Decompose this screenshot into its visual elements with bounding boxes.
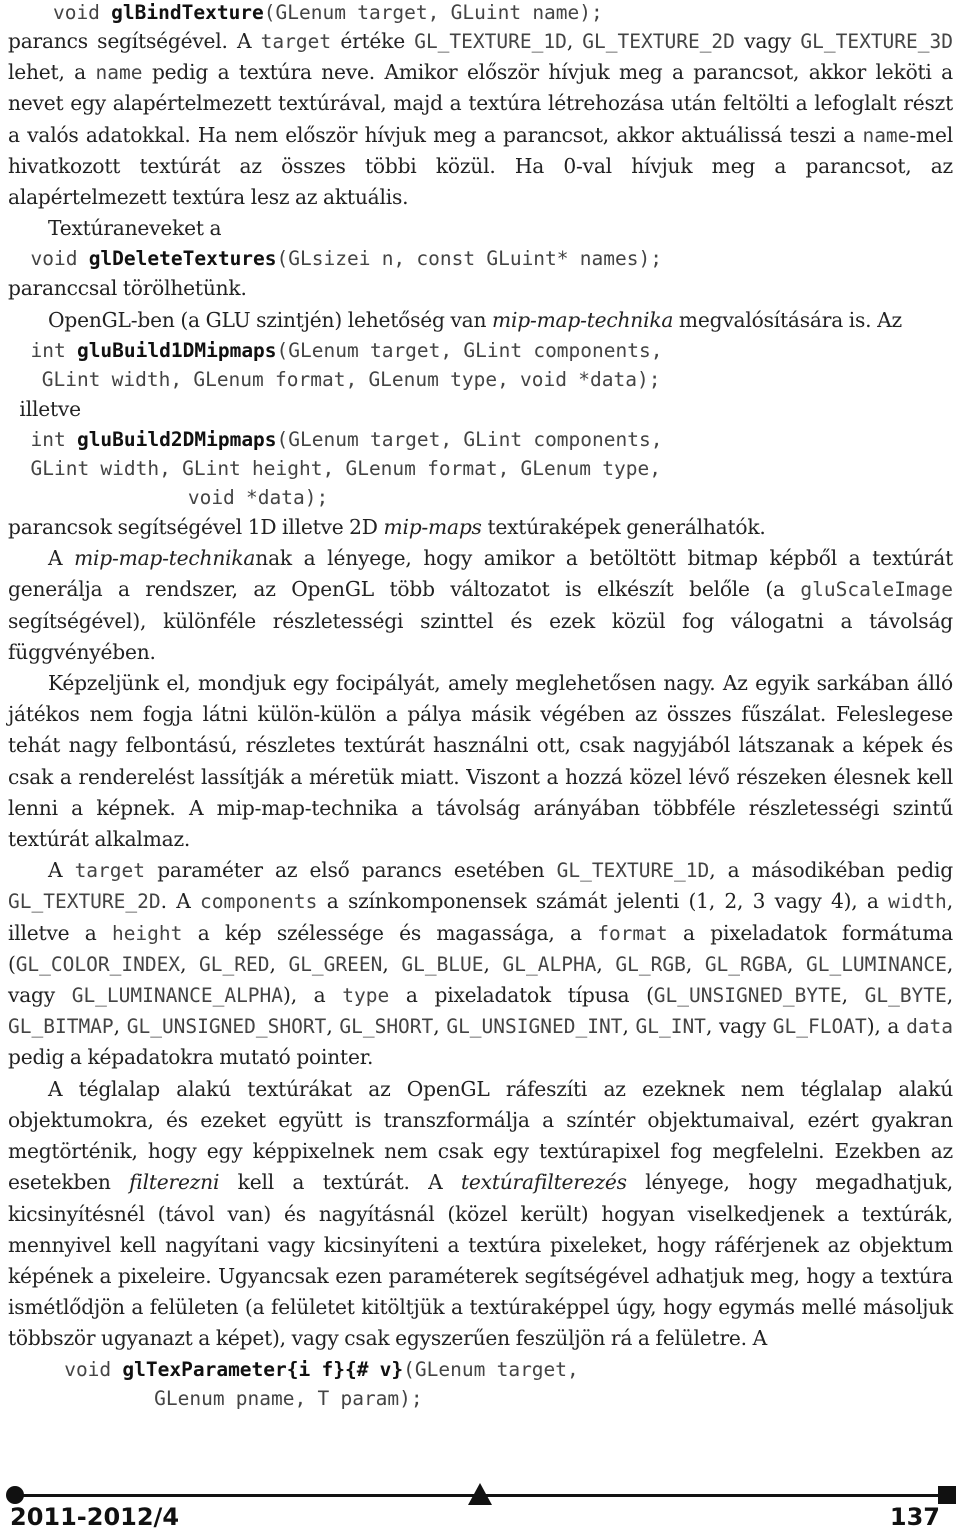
- footer-page-number: 137: [889, 1503, 940, 1531]
- paragraph-bindtexture: parancs segítségével. A target értéke GL_TEXTURE_1D, GL_TEXTURE_2D vagy GL_TEXTURE_3D lehet, a name pedig a textúra neve. Amikor először hívjuk meg a parancsot, akkor leköti a nevet egy alapértelmezett textúrával, majd a textúra létrehozása után feltölti a lefoglalt részt a valós adatokkal. Ha nem először hívjuk meg a parancsot, akkor aktuálissá teszi a name-mel hivatkozott textúrát az összes többi közül. Ha 0-val hívjuk meg a parancsot, az alapértelmezett textúra lesz az aktuális.: [8, 29, 954, 210]
- code-gltexparameter-line2: GLenum pname, T param);: [8, 1386, 423, 1410]
- code-glubuild2dmipmaps: int gluBuild2DMipmaps(GLenum target, GLint components,: [8, 428, 663, 452]
- paragraph-football-field: Képzeljünk el, mondjuk egy focipályát, amely meglehetősen nagy. Az egyik sarkában álló játékos nem fogja látni külön-külön a pálya másik végében az összes fűszálat. Feleslegese tehát nagy felbontású, részletes textúrát használni ott, csak nagyjából látszanak a képek és csak a renderelést lassítják a méretük miatt. Viszont a hozzá közel lévő részeken élesnek kell lenni a képnek. A mip-map-technika a távolság arányában többféle részletességi szintű textúrát alkalmaz.: [8, 671, 953, 852]
- code-glubuild2dmipmaps-line2: GLint width, GLint height, GLenum format, GLenum type,: [8, 457, 661, 481]
- footer-square-ornament: [938, 1486, 956, 1504]
- paragraph-mipmap-after: parancsok segítségével 1D illetve 2D mip-maps textúraképek generálhatók.: [8, 515, 766, 540]
- paragraph-filtering: A téglalap alakú textúrákat az OpenGL ráfeszíti az ezeknek nem téglalap alakú objektumokra, és ezeket együtt is transzformálja a színtér objektumaival, ezért gyakran megtörténik, hogy egy képpixelnek nem csak egy textúrapixel fog megfelelni. Ezekben az esetekben filterezni kell a textúrát. A textúrafilterezés lényege, hogy megadhatjuk, kicsinyítésnél (távol van) és nagyításnál (közel került) hogyan viselkedjenek a textúrák, mennyivel kell nagyítani vagy kicsinyíteni a textúra pixeleket, hogy ráférjenek az objektum képének a pixeleire. Ugyancsak ezen paraméterek segítségével adhatjuk meg, hogy a textúra ismétlődjön a felületen (a felületet kitöltjük a textúraképpel úgy, hogy egymás mellé másoljuk többször ugyanazt a képet), vagy csak egyszerűen feszüljön rá a felületre. A: [8, 1076, 953, 1351]
- document-page: [8, 0, 953, 1480]
- paragraph-texture-names: Textúraneveket a: [48, 216, 222, 241]
- text-illetve: illetve: [8, 396, 81, 421]
- paragraph-parameters: A target paraméter az első parancs esetében GL_TEXTURE_1D, a másodikéban pedig GL_TEXTURE_2D. A components a színkomponensek számát jelenti (1, 2, 3 vagy 4), a width, illetve a height a kép szélessége és magassága, a format a pixeladatok formátuma (GL_COLOR_INDEX, GL_RED, GL_GREEN, GL_BLUE, GL_ALPHA, GL_RGB, GL_RGBA, GL_LUMINANCE, vagy GL_LUMINANCE_ALPHA), a type a pixeladatok típusa (GL_UNSIGNED_BYTE, GL_BYTE, GL_BITMAP, GL_UNSIGNED_SHORT, GL_SHORT, GL_UNSIGNED_INT, GL_INT, vagy GL_FLOAT), a data pedig a képadatokra mutató pointer.: [8, 858, 954, 1070]
- code-glubuild2dmipmaps-line3: void *data);: [8, 486, 329, 510]
- code-glubuild1dmipmaps-line2: GLint width, GLenum format, GLenum type, void *data);: [8, 367, 661, 391]
- paragraph-mipmap-essence: A mip-map-technikanak a lényege, hogy amikor a betöltött bitmap képből a textúrát generálja a rendszer, az OpenGL több változatot is elkészít belőle (a gluScaleImage segítségével), különféle részletességi szinttel és ezek közül fog válogatni a távolság függvényében.: [8, 546, 953, 664]
- function-name: gluBuild2DMipmaps: [76, 428, 277, 452]
- code-gltexparameter: void glTexParameter{i f}{# v}(GLenum target,: [8, 1357, 579, 1381]
- paragraph-delete-after: paranccsal törölhetünk.: [8, 276, 247, 301]
- function-name: glTexParameter{i f}{# v}: [122, 1357, 404, 1381]
- code-gldeletetextures: void glDeleteTextures(GLsizei n, const GLuint* names);: [8, 247, 662, 271]
- function-name: glDeleteTextures: [88, 247, 277, 271]
- paragraph-mipmap-intro: OpenGL-ben (a GLU szintjén) lehetőség van mip-map-technika megvalósítására is. Az: [48, 307, 902, 332]
- code-glubuild1dmipmaps: int gluBuild1DMipmaps(GLenum target, GLint components,: [8, 338, 663, 362]
- footer-issue-number: 2011-2012/4: [10, 1503, 180, 1531]
- footer-circle-ornament: [6, 1486, 24, 1504]
- footer-triangle-ornament: [468, 1483, 492, 1505]
- function-name: glBindTexture: [111, 1, 264, 24]
- function-name: gluBuild1DMipmaps: [76, 338, 277, 362]
- code-glbindtexture: void glBindTexture(GLenum target, GLuint name);: [8, 1, 603, 24]
